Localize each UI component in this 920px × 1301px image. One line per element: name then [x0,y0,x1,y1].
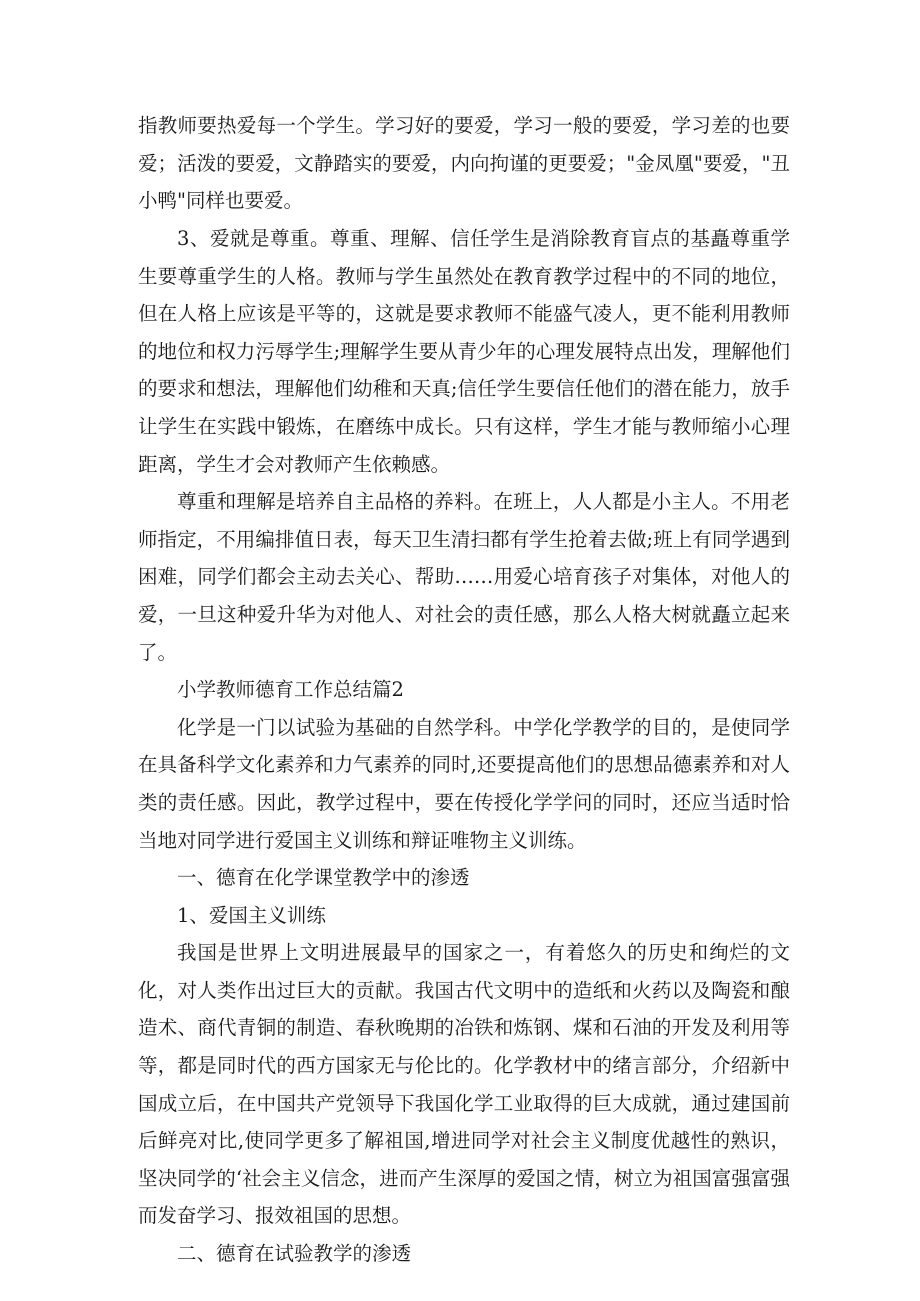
paragraph-love-is-respect: 3、爱就是尊重。尊重、理解、信任学生是消除教育盲点的基矗尊重学生要尊重学生的人格。教师与学生虽然处在教育教学过程中的不同的地位，但在人格上应该是平等的，这就是要求教师不能盛气凌人，更不能利用教师的地位和权力污辱学生;理解学生要从青少年的心理发展特点出发，理解他们的要求和想法，理解他们幼稚和天真;信任学生要信任他们的潜在能力，放手让学生在实践中锻炼，在磨练中成长。只有这样，学生才能与教师缩小心理距离，学生才会对教师产生依赖感。 [138,227,790,476]
document-body [138,107,790,1273]
paragraph-chinese-civilization: 我国是世界上文明进展最早的国家之一，有着悠久的历史和绚烂的文化，对人类作出过巨大的贡献。我国古代文明中的造纸和火药以及陶瓷和酿造术、商代青铜的制造、春秋晚期的冶铁和炼钢、煤和石油的开发及利用等等，都是同时代的西方国家无与伦比的。化学教材中的绪言部分，介绍新中国成立后，在中国共产党领导下我国化学工业取得的巨大成就，通过建国前后鲜亮对比,使同学更多了解祖国,增进同学对社会主义制度优越性的熟识，坚决同学的‘社会主义信念，进而产生深厚的爱国之情，树立为祖国富强富强而发奋学习、报效祖国的思想。 [138,941,790,1228]
paragraph-chemistry-intro: 化学是一门以试验为基础的自然学科。中学化学教学的目的，是使同学在具备科学文化素养和力气素养的同时,还要提高他们的思想品德素养和对人类的责任感。因此，教学过程中，要在传授化学学问的同时，还应当适时恰当地对同学进行爱国主义训练和辩证唯物主义训练。 [138,715,790,852]
paragraph-love-every-student: 指教师要热爱每一个学生。学习好的要爱，学习一般的要爱，学习差的也要爱；活泼的要爱，文静踏实的要爱，内向拘谨的更要爱；"金凤凰"要爱，"丑小鸭"同样也要爱。 [138,114,790,213]
heading-classroom-moral-education: 一、德育在化学课堂教学中的渗透 [177,866,470,890]
heading-experiment-moral-education: 二、德育在试验教学的渗透 [177,1242,412,1266]
paragraph-respect-and-understanding: 尊重和理解是培养自主品格的养料。在班上，人人都是小主人。不用老师指定，不用编排值日表，每天卫生清扫都有学生抢着去做;班上有同学遇到困难，同学们都会主动去关心、帮助……用爱心培育孩子对集体，对他人的爱，一旦这种爱升华为对他人、对社会的责任感，那么人格大树就矗立起来了。 [138,490,790,664]
section-title-article-2: 小学教师德育工作总结篇2 [177,678,404,702]
heading-patriotism-training: 1、爱国主义训练 [177,903,326,927]
